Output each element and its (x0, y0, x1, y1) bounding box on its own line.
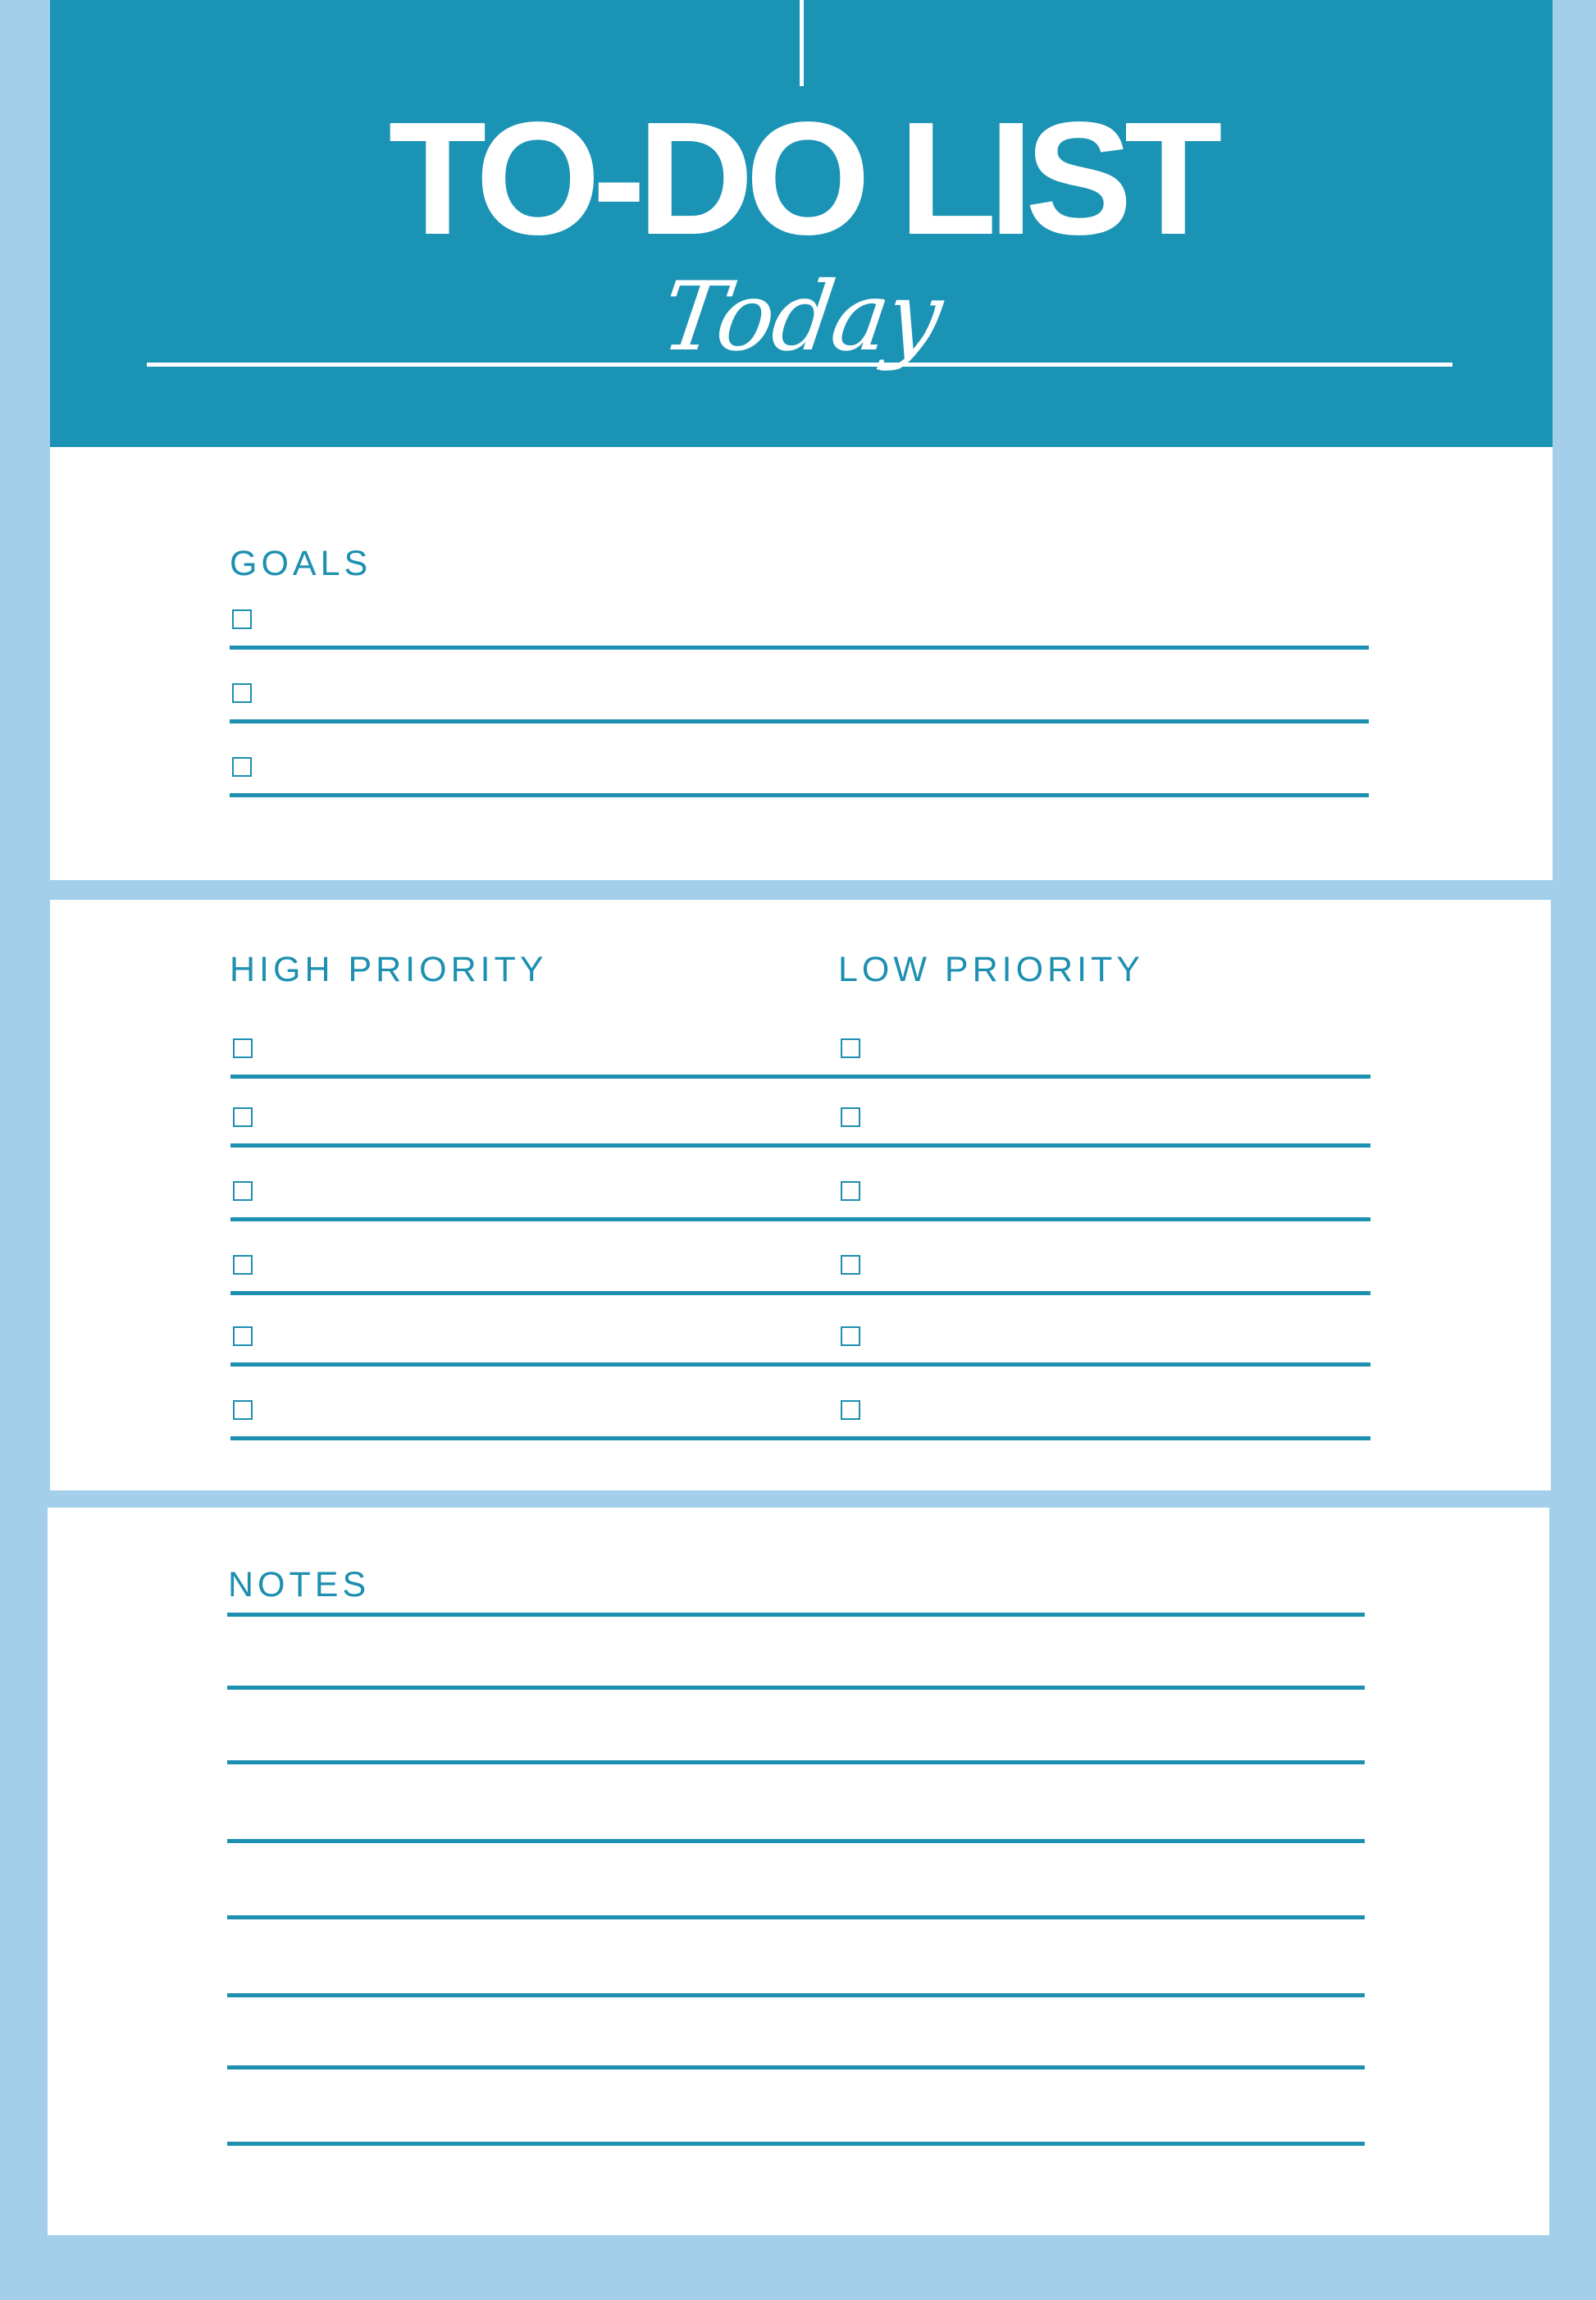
note-line[interactable] (227, 1686, 1365, 1690)
priority-panel (50, 900, 1551, 1490)
goals-label: GOALS (230, 544, 372, 583)
goal-row[interactable] (230, 757, 1369, 797)
header-banner (50, 0, 1553, 447)
low-priority-row[interactable] (838, 1038, 1370, 1079)
low-priority-row[interactable] (838, 1326, 1370, 1367)
high-priority-row[interactable] (230, 1255, 839, 1295)
checkbox[interactable] (233, 1400, 253, 1420)
high-priority-row[interactable] (230, 1326, 839, 1367)
low-priority-row[interactable] (838, 1107, 1370, 1148)
note-line[interactable] (227, 1993, 1365, 1997)
goal-row[interactable] (230, 683, 1369, 723)
goal-row[interactable] (230, 609, 1369, 650)
high-priority-row[interactable] (230, 1181, 839, 1221)
page-title: TO-DO LIST (388, 89, 1215, 268)
checkbox[interactable] (233, 1326, 253, 1346)
low-priority-row[interactable] (838, 1181, 1370, 1221)
note-line[interactable] (227, 2065, 1365, 2070)
notes-panel (48, 1508, 1549, 2235)
hanger-line (800, 0, 804, 86)
checkbox[interactable] (233, 1181, 253, 1201)
checkbox[interactable] (841, 1326, 860, 1346)
page-subtitle: Today (655, 262, 948, 372)
checkbox[interactable] (232, 757, 252, 777)
checkbox[interactable] (841, 1038, 860, 1058)
low-priority-row[interactable] (838, 1255, 1370, 1295)
checkbox[interactable] (841, 1400, 860, 1420)
note-line[interactable] (227, 1839, 1365, 1843)
note-line[interactable] (227, 1613, 1365, 1617)
checkbox[interactable] (841, 1107, 860, 1127)
checkbox[interactable] (233, 1038, 253, 1058)
goals-panel (50, 447, 1553, 880)
high-priority-row[interactable] (230, 1400, 839, 1440)
checkbox[interactable] (841, 1181, 860, 1201)
notes-label: NOTES (228, 1565, 371, 1604)
high-priority-label: HIGH PRIORITY (230, 950, 548, 989)
checkbox[interactable] (232, 683, 252, 703)
low-priority-label: LOW PRIORITY (838, 950, 1144, 989)
checkbox[interactable] (233, 1255, 253, 1275)
high-priority-row[interactable] (230, 1107, 839, 1148)
note-line[interactable] (227, 1760, 1365, 1764)
high-priority-row[interactable] (230, 1038, 839, 1079)
checkbox[interactable] (233, 1107, 253, 1127)
checkbox[interactable] (232, 609, 252, 629)
low-priority-row[interactable] (838, 1400, 1370, 1440)
note-line[interactable] (227, 1915, 1365, 1919)
checkbox[interactable] (841, 1255, 860, 1275)
note-line[interactable] (227, 2142, 1365, 2146)
